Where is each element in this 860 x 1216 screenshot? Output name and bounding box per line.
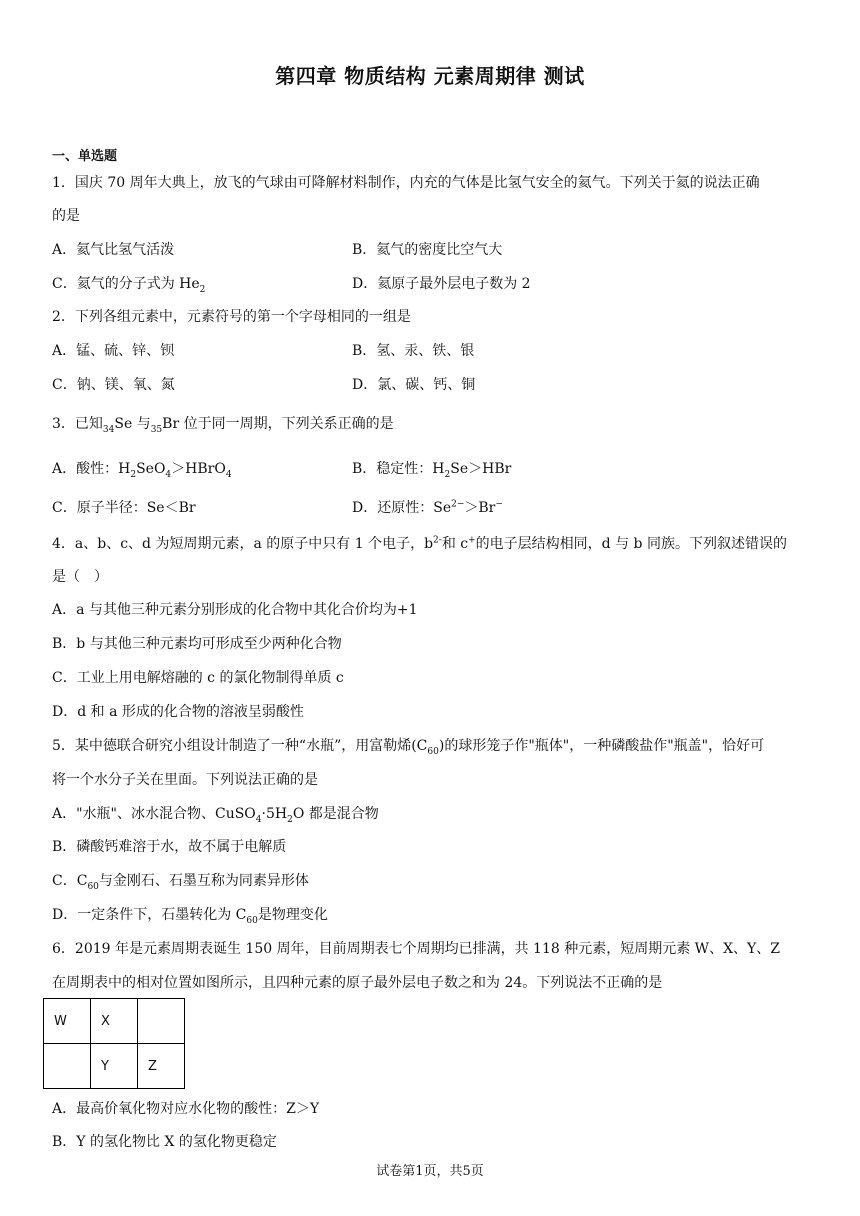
q6-option-b: B．Y 的氢化物比 X 的氢化物更稳定	[52, 1134, 277, 1150]
superscript: +	[468, 535, 476, 546]
q4-option-a: A．a 与其他三种元素分别形成的化合物中其化合价均为+1	[52, 602, 418, 618]
periodic-position-table	[43, 998, 185, 1089]
subscript: 35	[150, 424, 163, 435]
page-title: 第四章 物质结构 元素周期律 测试	[275, 64, 585, 88]
subscript: 60	[427, 746, 439, 757]
q6-stem-line2: 在周期表中的相对位置如图所示，且四种元素的原子最外层电子数之和为 24。下列说法不正确的是	[52, 975, 663, 991]
q2-stem: 2．下列各组元素中，元素符号的第一个字母相同的一组是	[52, 309, 411, 325]
q4-option-d: D．d 和 a 形成的化合物的溶液呈弱酸性	[52, 704, 304, 720]
text: C．C	[52, 873, 88, 889]
q3-option-b	[352, 460, 511, 478]
q3-stem	[52, 415, 394, 433]
superscript: 2−	[451, 499, 465, 510]
q5-stem-line1	[52, 737, 764, 755]
text: 4．a、b、c、d 为短周期元素，a 的原子中只有 1 个电子，b	[52, 536, 434, 552]
superscript: −	[495, 499, 503, 510]
subscript: 4	[225, 469, 232, 480]
table-cell	[44, 1044, 91, 1089]
q5-option-a	[52, 805, 379, 823]
q5-stem-line2: 将一个水分子关在里面。下列说法正确的是	[52, 772, 318, 788]
text: A．"水瓶"、冰水混合物、CuSO	[52, 806, 256, 822]
q1-stem-line2: 的是	[52, 208, 80, 224]
subscript: 2	[287, 814, 293, 825]
q3-option-d	[352, 499, 503, 517]
q4-stem-line2: 是（ ）	[52, 569, 108, 585]
q5-option-b: B．磷酸钙难溶于水，故不属于电解质	[52, 839, 287, 855]
text: Se＞HBr	[450, 461, 512, 477]
text: Br 位于同一周期，下列关系正确的是	[162, 416, 394, 432]
text: A．酸性：H	[52, 461, 131, 477]
page-footer: 试卷第1页，共5页	[376, 1164, 484, 1179]
q6-stem-line1: 6．2019 年是元素周期表诞生 150 周年，目前周期表七个周期均已排满，共 118 种元素，短周期元素 W、X、Y、Z	[52, 941, 781, 957]
q5-option-d	[52, 906, 328, 924]
q2-option-c: C．钠、镁、氧、氮	[52, 377, 175, 393]
table-cell	[138, 999, 185, 1044]
table-row	[44, 999, 185, 1044]
q1-option-b: B．氦气的密度比空气大	[352, 242, 503, 258]
text: ＞HBrO	[171, 461, 226, 477]
table-cell: W	[44, 999, 91, 1044]
text: 5．某中德联合研究小组设计制造了一种“水瓶”，用富勒烯(C	[52, 738, 428, 754]
q5-option-c	[52, 872, 309, 890]
text: 与金刚石、石墨互称为同素异形体	[98, 873, 309, 889]
q2-option-b: B．氢、汞、铁、银	[352, 343, 475, 359]
subscript: 4	[255, 814, 262, 825]
q2-option-d: D．氯、碳、钙、铜	[352, 377, 476, 393]
q4-stem-line1	[52, 535, 787, 553]
table-cell: X	[91, 999, 138, 1044]
superscript: 2-	[433, 535, 442, 546]
text: Se 与	[114, 416, 151, 432]
text: ＞Br	[464, 500, 496, 516]
text: )的球形笼子作"瓶体"，一种磷酸盐作"瓶盖"，恰好可	[438, 738, 765, 754]
text: ·5H	[261, 806, 288, 822]
q3-option-a	[52, 460, 232, 478]
text: SeO	[136, 461, 166, 477]
subscript: 4	[165, 469, 172, 480]
subscript: 2	[444, 469, 451, 480]
q1-stem-line1: 1．国庆 70 周年大典上，放飞的气球由可降解材料制作，内充的气体是比氢气安全的氦气。下列关于氦的说法正确	[52, 175, 760, 191]
q4-option-c: C．工业上用电解熔融的 c 的氯化物制得单质 c	[52, 670, 344, 686]
text: C．氦气的分子式为 He	[52, 276, 200, 292]
table-row	[44, 1044, 185, 1089]
q4-option-b: B．b 与其他三种元素均可形成至少两种化合物	[52, 636, 342, 652]
text: D．还原性：Se	[352, 500, 452, 516]
text: 和 c	[441, 536, 469, 552]
q2-option-a: A．锰、硫、锌、钡	[52, 343, 175, 359]
subscript: 2	[199, 284, 206, 295]
table-cell: Y	[91, 1044, 138, 1089]
text: 的电子层结构相同，d 与 b 同族。下列叙述错误的	[475, 536, 787, 552]
text: B．稳定性：H	[352, 461, 445, 477]
text: 是物理变化	[257, 907, 328, 923]
text: 3．已知	[52, 416, 103, 432]
section-heading: 一、单选题	[52, 149, 118, 164]
q1-option-d: D．氦原子最外层电子数为 2	[352, 276, 531, 292]
subscript: 60	[246, 915, 258, 926]
subscript: 34	[102, 424, 115, 435]
text: D．一定条件下，石墨转化为 C	[52, 907, 247, 923]
table-cell: Z	[138, 1044, 185, 1089]
subscript: 60	[87, 881, 99, 892]
q6-option-a: A．最高价氧化物对应水化物的酸性：Z＞Y	[52, 1101, 320, 1117]
q1-option-a: A．氦气比氢气活泼	[52, 242, 175, 258]
text: O 都是混合物	[292, 806, 379, 822]
q3-option-c: C．原子半径：Se＜Br	[52, 500, 196, 516]
q1-option-c	[52, 275, 205, 293]
subscript: 2	[130, 469, 137, 480]
